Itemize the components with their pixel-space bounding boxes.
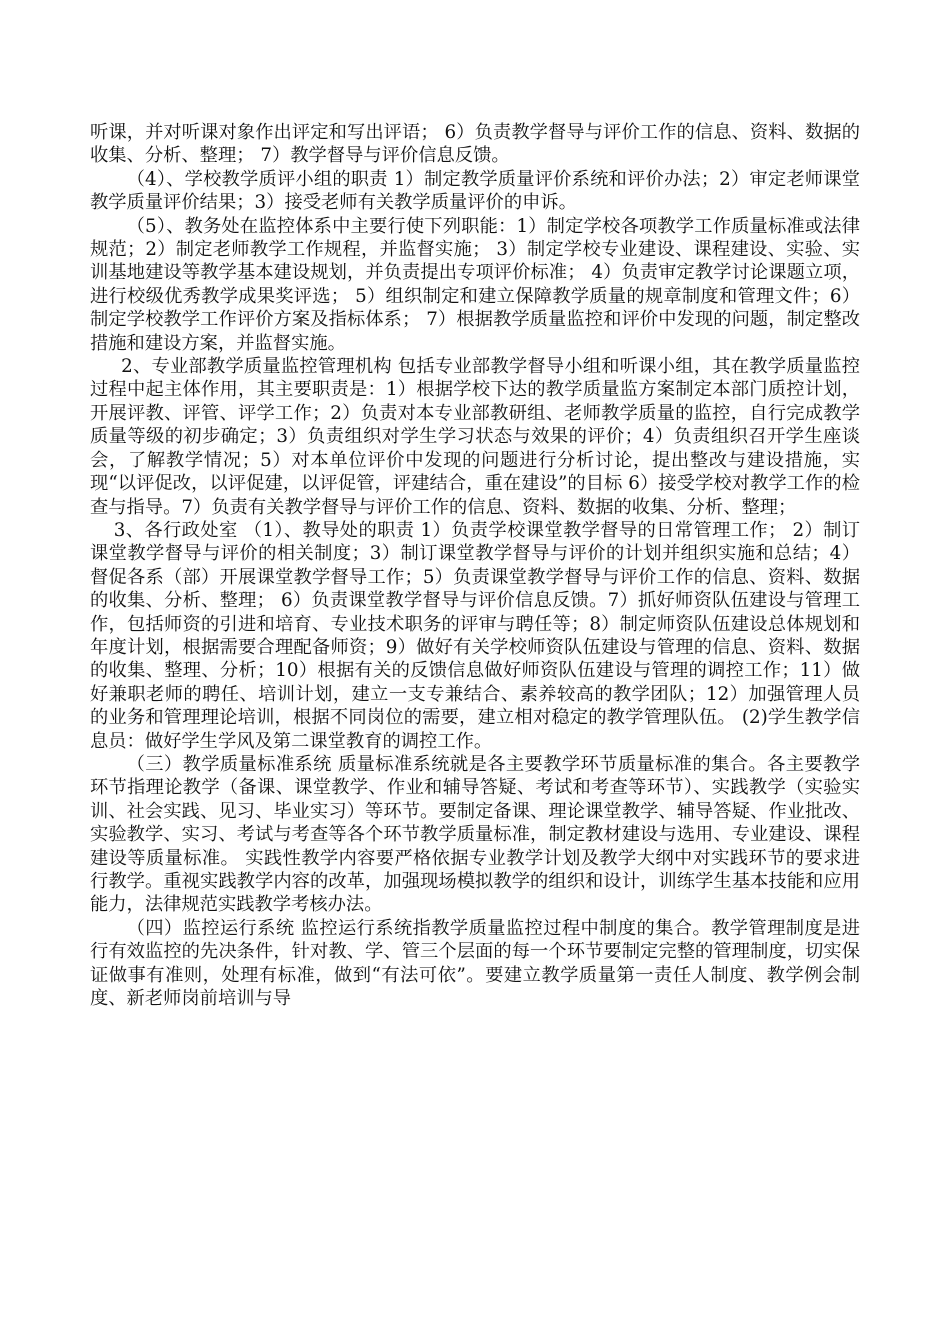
- paragraph-6: （三）教学质量标准系统 质量标准系统就是各主要教学环节质量标准的集合。各主要教学环节指理论教学（备课、课堂教学、作业和辅导答疑、考试和考查等环节）、实践教学（实验实训、社会实践、见习、毕业实习）等环节。要制定备课、理论课堂教学、辅导答疑、作业批改、实验教学、实习、考试与考查等各个环节教学质量标准，制定教材建设与选用、专业建设、课程建设等质量标准。 实践性教学内容要严格依据专业教学计划及教学大纲中对实践环节的要求进行教学。重视实践教学内容的改革，加强现场模拟教学的组织和设计，训练学生基本技能和应用能力，法律规范实践教学考核办法。: [90, 753, 860, 916]
- paragraph-5: 3、各行政处室 （1）、教导处的职责 1）负责学校课堂教学督导的日常管理工作； 2）制订课堂教学督导与评价的相关制度；3）制订课堂教学督导与评价的计划并组织实施和总结；4）督促各系（部）开展课堂教学督导工作；5）负责课堂教学督导与评价工作的信息、资料、数据的收集、分析、整理； 6）负责课堂教学督导与评价信息反馈。7）抓好师资队伍建设与管理工作，包括师资的引进和培育、专业技术职务的评审与聘任等；8）制定师资队伍建设总体规划和年度计划，根据需要合理配备师资；9）做好有关学校师资队伍建设与管理的信息、资料、数据的收集、整理、分析；10）根据有关的反馈信息做好师资队伍建设与管理的调控工作；11）做好兼职老师的聘任、培训计划，建立一支专兼结合、素养较高的教学团队；12）加强管理人员的业务和管理理论培训，根据不同岗位的需要，建立相对稳定的教学管理队伍。 (2)学生教学信息员：做好学生学风及第二课堂教育的调控工作。: [90, 519, 860, 752]
- document-page: [90, 121, 860, 1010]
- paragraph-4: 2、专业部教学质量监控管理机构 包括专业部教学督导小组和听课小组，其在教学质量监控过程中起主体作用，其主要职责是：1）根据学校下达的教学质量监方案制定本部门质控计划，开展评教、评管、评学工作；2）负责对本专业部教研组、老师教学质量的监控，自行完成教学质量等级的初步确定；3）负责组织对学生学习状态与效果的评价；4）负责组织召开学生座谈会，了解教学情况；5）对本单位评价中发现的问题进行分析讨论，提出整改与建设措施，实现“以评促改，以评促建，以评促管，评建结合，重在建设”的目标 6）接受学校对教学工作的检查与指导。7）负责有关教学督导与评价工作的信息、资料、数据的收集、分析、整理；: [90, 356, 860, 518]
- paragraph-2: （4）、学校教学质评小组的职责 1）制定教学质量评价系统和评价办法；2）审定老师课堂教学质量评价结果；3）接受老师有关教学质量评价的申诉。: [90, 168, 860, 214]
- paragraph-3: （5）、教务处在监控体系中主要行使下列职能：1）制定学校各项教学工作质量标准或法律规范；2）制定老师教学工作规程，并监督实施； 3）制定学校专业建设、课程建设、实验、实训基地建设等教学基本建设规划，并负责提出专项评价标准； 4）负责审定教学讨论课题立项，进行校级优秀教学成果奖评选； 5）组织制定和建立保障教学质量的规章制度和管理文件；6）制定学校教学工作评价方案及指标体系； 7）根据教学质量监控和评价中发现的问题，制定整改措施和建设方案，并监督实施。: [90, 215, 860, 354]
- paragraph-1: 听课，并对听课对象作出评定和写出评语； 6）负责教学督导与评价工作的信息、资料、数据的收集、分析、整理； 7）教学督导与评价信息反馈。: [90, 122, 860, 167]
- paragraph-7: （四）监控运行系统 监控运行系统指教学质量监控过程中制度的集合。教学管理制度是进行有效监控的先决条件，针对教、学、管三个层面的每一个环节要制定完整的管理制度，切实保证做事有准则，处理有标准，做到“有法可依”。要建立教学质量第一责任人制度、教学例会制度、新老师岗前培训与导: [90, 917, 860, 1010]
